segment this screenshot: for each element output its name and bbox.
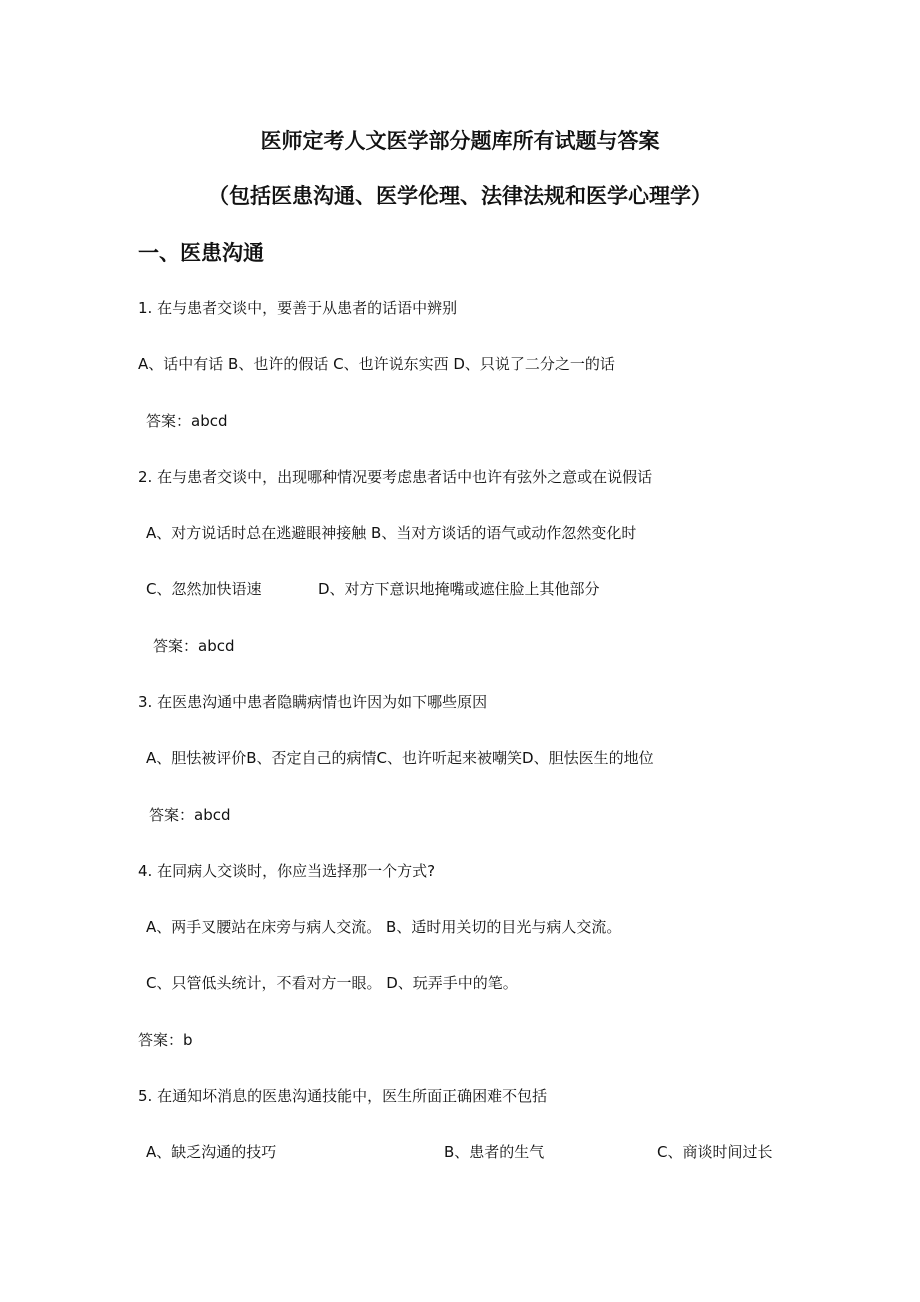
question-stem: 5. 在通知坏消息的医患沟通技能中，医生所面正确困难不包括 (138, 1087, 548, 1105)
question-answer: 答案：abcd (149, 806, 231, 824)
question-options: A、胆怯被评价B、否定自己的病情C、也许听起来被嘲笑D、胆怯医生的地位 (146, 749, 654, 767)
question-option-c: C、商谈时间过长 (657, 1143, 773, 1161)
question-stem: 1. 在与患者交谈中，要善于从患者的话语中辨别 (138, 299, 458, 317)
question-option-c: C、忽然加快语速 (146, 580, 262, 598)
question-options: C、只管低头统计，不看对方一眼。 D、玩弄手中的笔。 (146, 974, 518, 992)
question-stem: 2. 在与患者交谈中，出现哪种情况要考虑患者话中也许有弦外之意或在说假话 (138, 468, 653, 486)
question-stem: 4. 在同病人交谈时，你应当选择那一个方式? (138, 862, 436, 880)
question-answer: 答案：abcd (146, 412, 228, 430)
section-heading: 一、医患沟通 (138, 241, 264, 265)
question-answer: 答案：b (138, 1031, 193, 1049)
document-subtitle: （包括医患沟通、医学伦理、法律法规和医学心理学） (208, 184, 712, 208)
question-answer: 答案：abcd (153, 637, 235, 655)
question-options: A、话中有话 B、也许的假话 C、也许说东实西 D、只说了二分之一的话 (138, 355, 615, 373)
question-options: A、两手叉腰站在床旁与病人交流。 B、适时用关切的目光与病人交流。 (146, 918, 622, 936)
question-option-b: B、患者的生气 (444, 1143, 545, 1161)
question-option-d: D、对方下意识地掩嘴或遮住脸上其他部分 (318, 580, 600, 598)
question-option-a: A、缺乏沟通的技巧 (146, 1143, 277, 1161)
question-stem: 3. 在医患沟通中患者隐瞒病情也许因为如下哪些原因 (138, 693, 488, 711)
document-title: 医师定考人文医学部分题库所有试题与答案 (260, 129, 660, 153)
question-options: A、对方说话时总在逃避眼神接触 B、当对方谈话的语气或动作忽然变化时 (146, 524, 637, 542)
